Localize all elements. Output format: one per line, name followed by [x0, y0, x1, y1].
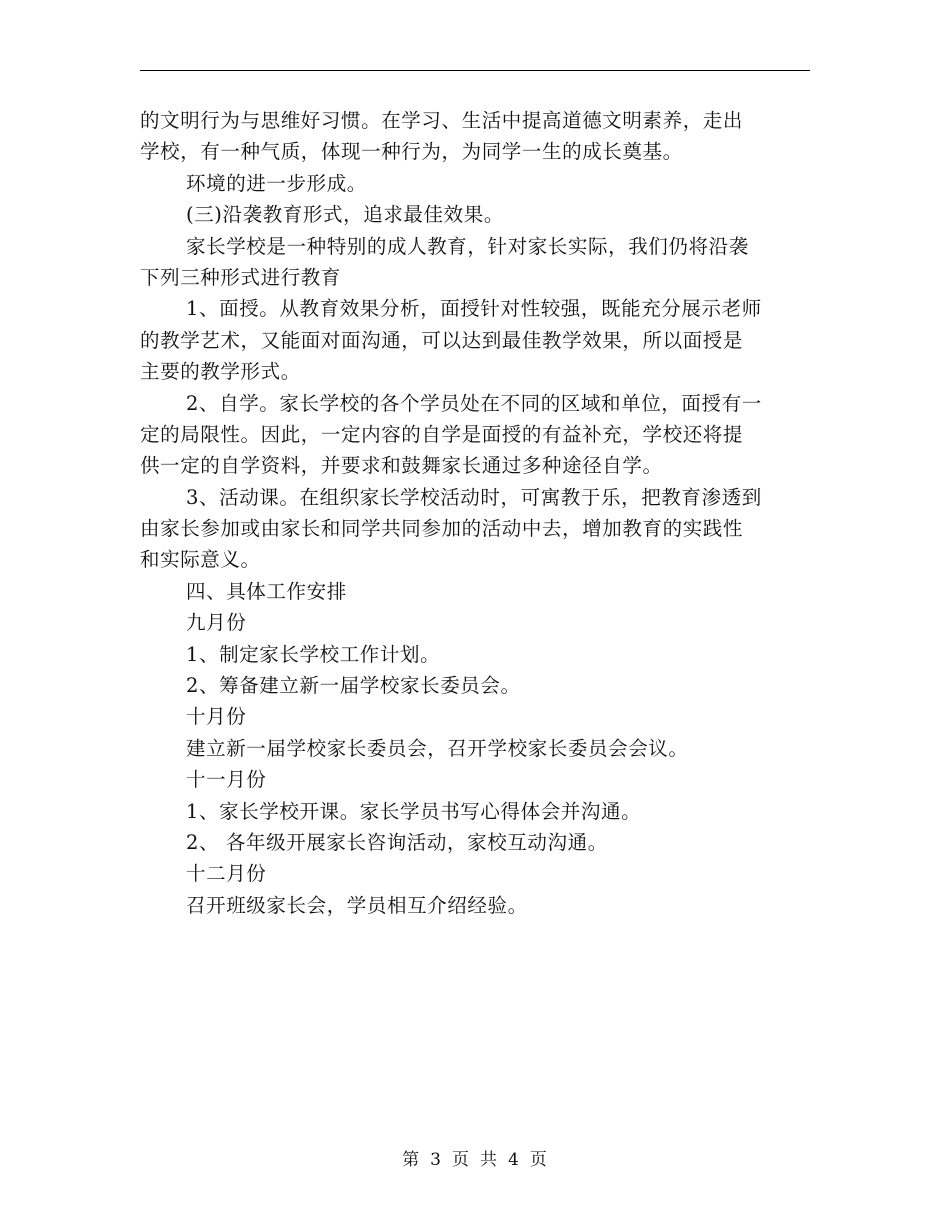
footer-prefix: 第 [402, 1150, 421, 1170]
header-rule [140, 70, 810, 71]
text-line: 2、自学。家长学校的各个学员处在不同的区域和单位，面授有一 [186, 391, 762, 415]
footer-total-pages: 4 [508, 1150, 520, 1170]
text-line: 1、面授。从教育效果分析，面授针对性较强，既能充分展示老师 [186, 297, 762, 321]
footer-total-label: 共 [480, 1150, 498, 1170]
text-line: 由家长参加或由家长和同学共同参加的活动中去，增加教育的实践性 [140, 517, 744, 541]
text-line: 的教学艺术，又能面对面沟通，可以达到最佳教学效果，所以面授是 [140, 328, 744, 352]
text-line: 学校，有一种气质，体现一种行为，为同学一生的成长奠基。 [140, 140, 683, 164]
text-line: 和实际意义。 [140, 548, 261, 572]
text-line: 定的局限性。因此，一定内容的自学是面授的有益补充，学校还将提 [140, 422, 744, 446]
text-line: 召开班级家长会，学员相互介绍经验。 [186, 893, 528, 917]
text-line: 下列三种形式进行教育 [140, 265, 342, 289]
document-body [140, 105, 810, 921]
text-line: 家长学校是一种特别的成人教育，针对家长实际，我们仍将沿袭 [186, 234, 749, 258]
footer-page-label-end: 页 [529, 1150, 548, 1170]
text-line: 主要的教学形式。 [140, 360, 301, 384]
text-line: 建立新一届学校家长委员会，召开学校家长委员会会议。 [186, 736, 689, 760]
text-line: 十一月份 [186, 768, 267, 792]
text-line: 3、活动课。在组织家长学校活动时，可寓教于乐，把教育渗透到 [186, 485, 762, 509]
text-line: (三)沿袭教育形式，追求最佳效果。 [186, 203, 504, 227]
page-footer [0, 1145, 950, 1170]
text-line: 九月份 [186, 611, 247, 635]
text-line: 供一定的自学资料，并要求和鼓舞家长通过多种途径自学。 [140, 454, 663, 478]
text-line: 十月份 [186, 705, 247, 729]
text-line: 2、筹备建立新一届学校家长委员会。 [186, 674, 521, 698]
text-line: 的文明行为与思维好习惯。在学习、生活中提高道德文明素养，走出 [140, 109, 744, 132]
text-line: 四、具体工作安排 [186, 579, 347, 603]
text-line: 十二月份 [186, 862, 267, 886]
text-line: 1、家长学校开课。家长学员书写心得体会并沟通。 [186, 799, 642, 823]
text-line: 2、 各年级开展家长咨询活动，家校互动沟通。 [186, 830, 608, 854]
text-line: 环境的进一步形成。 [186, 171, 367, 195]
footer-page-label: 页 [452, 1150, 470, 1170]
text-line: 1、制定家长学校工作计划。 [186, 642, 441, 666]
footer-current-page: 3 [430, 1150, 442, 1170]
